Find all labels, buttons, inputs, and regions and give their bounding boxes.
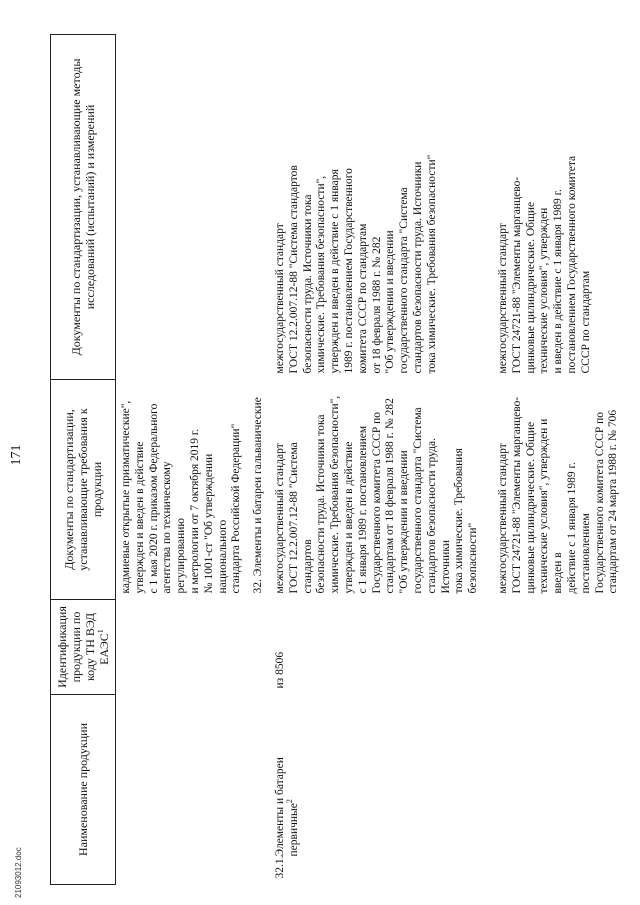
header-method-docs: Документы по стандартизации, устанавливающие методы исследований (испытаний) и измерений — [51, 35, 116, 380]
footnote-marker: 1 — [96, 629, 105, 634]
header-product-name: Наименование продукции — [51, 695, 116, 885]
continuation-text: кадмиевые открытые призматические", утвержден и введен в действие с 1 мая 2020 г. приказом Федерального агентства по техническому регулированию и метрологии от 7 октября 2019 г. № 1001-ст "Об утверждении национального стандарта Российской Федерации" — [120, 400, 243, 594]
section-row — [248, 35, 270, 885]
item-cell — [270, 695, 485, 885]
requirement-doc: межгосударственный стандарт ГОСТ 12.2.007.12-88 "Система стандартов безопасности труда. Источники тока химические. Требования безопасности", утвержден и введен в действие с 1 января 1989 г. постановлением Государственного комитета СССР по стандартам от 18 февраля 1988 г. № 282 "Об утверждении и введении государственного стандарта "Система стандартов безопасности труда. Источники тока химические. Требования безопасности" — [273, 395, 480, 594]
method-doc: межгосударственный стандарт ГОСТ 24721-88 "Элементы марганцево- цинковые цилиндрические. Общие технические условия", утвержден и введен в действие с 1 января 1989 г. постановлением Государственного комитета СССР по стандартам — [496, 155, 592, 374]
method-doc: межгосударственный стандарт ГОСТ 12.2.007.12-88 "Система стандартов безопасности труда. Источники тока химические. Требования безопасности", утвержден и введен в действие с 1 января 1989 г. постановлением Государственного комитета СССР по стандартам от 18 февраля 1988 г. № 282 "Об утверждении и введении государственного стандарта "Система стандартов безопасности труда. Источники тока химические. Требования безопасности" — [273, 154, 438, 374]
continuation-row — [116, 35, 249, 885]
requirement-doc: межгосударственный стандарт ГОСТ 24721-88 "Элементы марганцево- цинковые цилиндрические. Общие технические условия", утвержден и введен в действие с 1 января 1989 г. постановлением Государственного комитета СССР по стандартам от 24 марта 1988 г. № 706 — [496, 396, 620, 594]
standards-table — [50, 34, 625, 885]
table-row — [485, 35, 625, 885]
table-header-row — [51, 35, 116, 885]
header-product-code-text: Идентификация продукции по коду ТН ВЭД ЕАЭС — [55, 606, 111, 688]
rotated-document-page — [10, 15, 630, 895]
page-number: 171 — [9, 444, 24, 466]
item-name — [274, 757, 302, 856]
table-row — [270, 35, 485, 885]
item-name-text: Элементы и батареи первичные — [273, 757, 300, 857]
header-product-code — [51, 600, 116, 695]
file-identifier: 21093012.doc — [14, 847, 23, 898]
section-title: 32. Элементы и батареи гальванические — [252, 397, 265, 594]
item-footnote-marker: 2 — [284, 799, 294, 804]
item-number: 32.1. — [273, 855, 286, 879]
item-code: из 8506 — [273, 651, 286, 689]
header-requirement-docs: Документы по стандартизации, устанавливающие требования к продукции — [51, 380, 116, 600]
